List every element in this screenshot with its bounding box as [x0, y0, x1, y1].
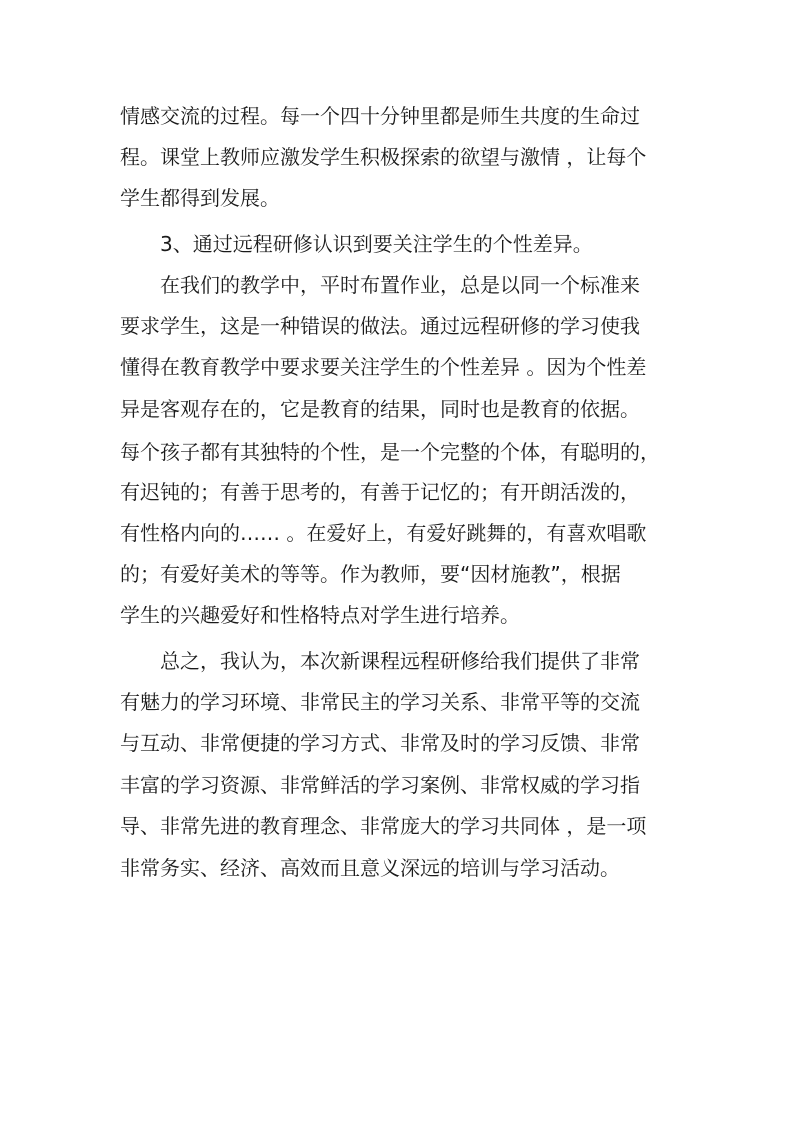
text-line: 的；有爱好美术的等等。作为教师，要“因材施教”，根据: [120, 562, 621, 586]
section-heading: 3、通过远程研修认识到要关注学生的个性差异。: [160, 232, 593, 256]
text-line: 在我们的教学中，平时布置作业，总是以同一个标准来: [160, 273, 640, 297]
text-line: 有性格内向的…… 。在爱好上，有爱好跳舞的，有喜欢唱歌: [120, 521, 647, 545]
text-line: 丰富的学习资源、非常鲜活的学习案例、非常权威的学习指: [120, 773, 640, 797]
text-line: 有迟钝的；有善于思考的，有善于记忆的；有开朗活泼的，: [120, 480, 640, 504]
text-line: 异是客观存在的，它是教育的结果，同时也是教育的依据。: [120, 397, 640, 421]
text-line: 学生都得到发展。: [120, 186, 280, 210]
text-line: 情感交流的过程。每一个四十分钟里都是师生共度的生命过: [120, 104, 640, 128]
text-line: 学生的兴趣爱好和性格特点对学生进行培养。: [120, 603, 520, 627]
text-line: 懂得在教育教学中要求要关注学生的个性差异 。因为个性差: [120, 355, 647, 379]
text-line: 要求学生，这是一种错误的做法。通过远程研修的学习使我: [120, 314, 640, 338]
text-line: 导、非常先进的教育理念、非常庞大的学习共同体 ，是一项: [120, 814, 647, 838]
text-line: 程。课堂上教师应激发学生积极探索的欲望与激情 ，让每个: [120, 145, 647, 169]
text-line: 非常务实、经济、高效而且意义深远的培训与学习活动。: [120, 856, 620, 880]
text-line: 总之，我认为，本次新课程远程研修给我们提供了非常: [160, 649, 640, 673]
text-line: 每个孩子都有其独特的个性，是一个完整的个体，有聪明的，: [120, 440, 660, 464]
text-line: 与互动、非常便捷的学习方式、非常及时的学习反馈、非常: [120, 731, 640, 755]
text-line: 有魅力的学习环境、非常民主的学习关系、非常平等的交流: [120, 690, 640, 714]
